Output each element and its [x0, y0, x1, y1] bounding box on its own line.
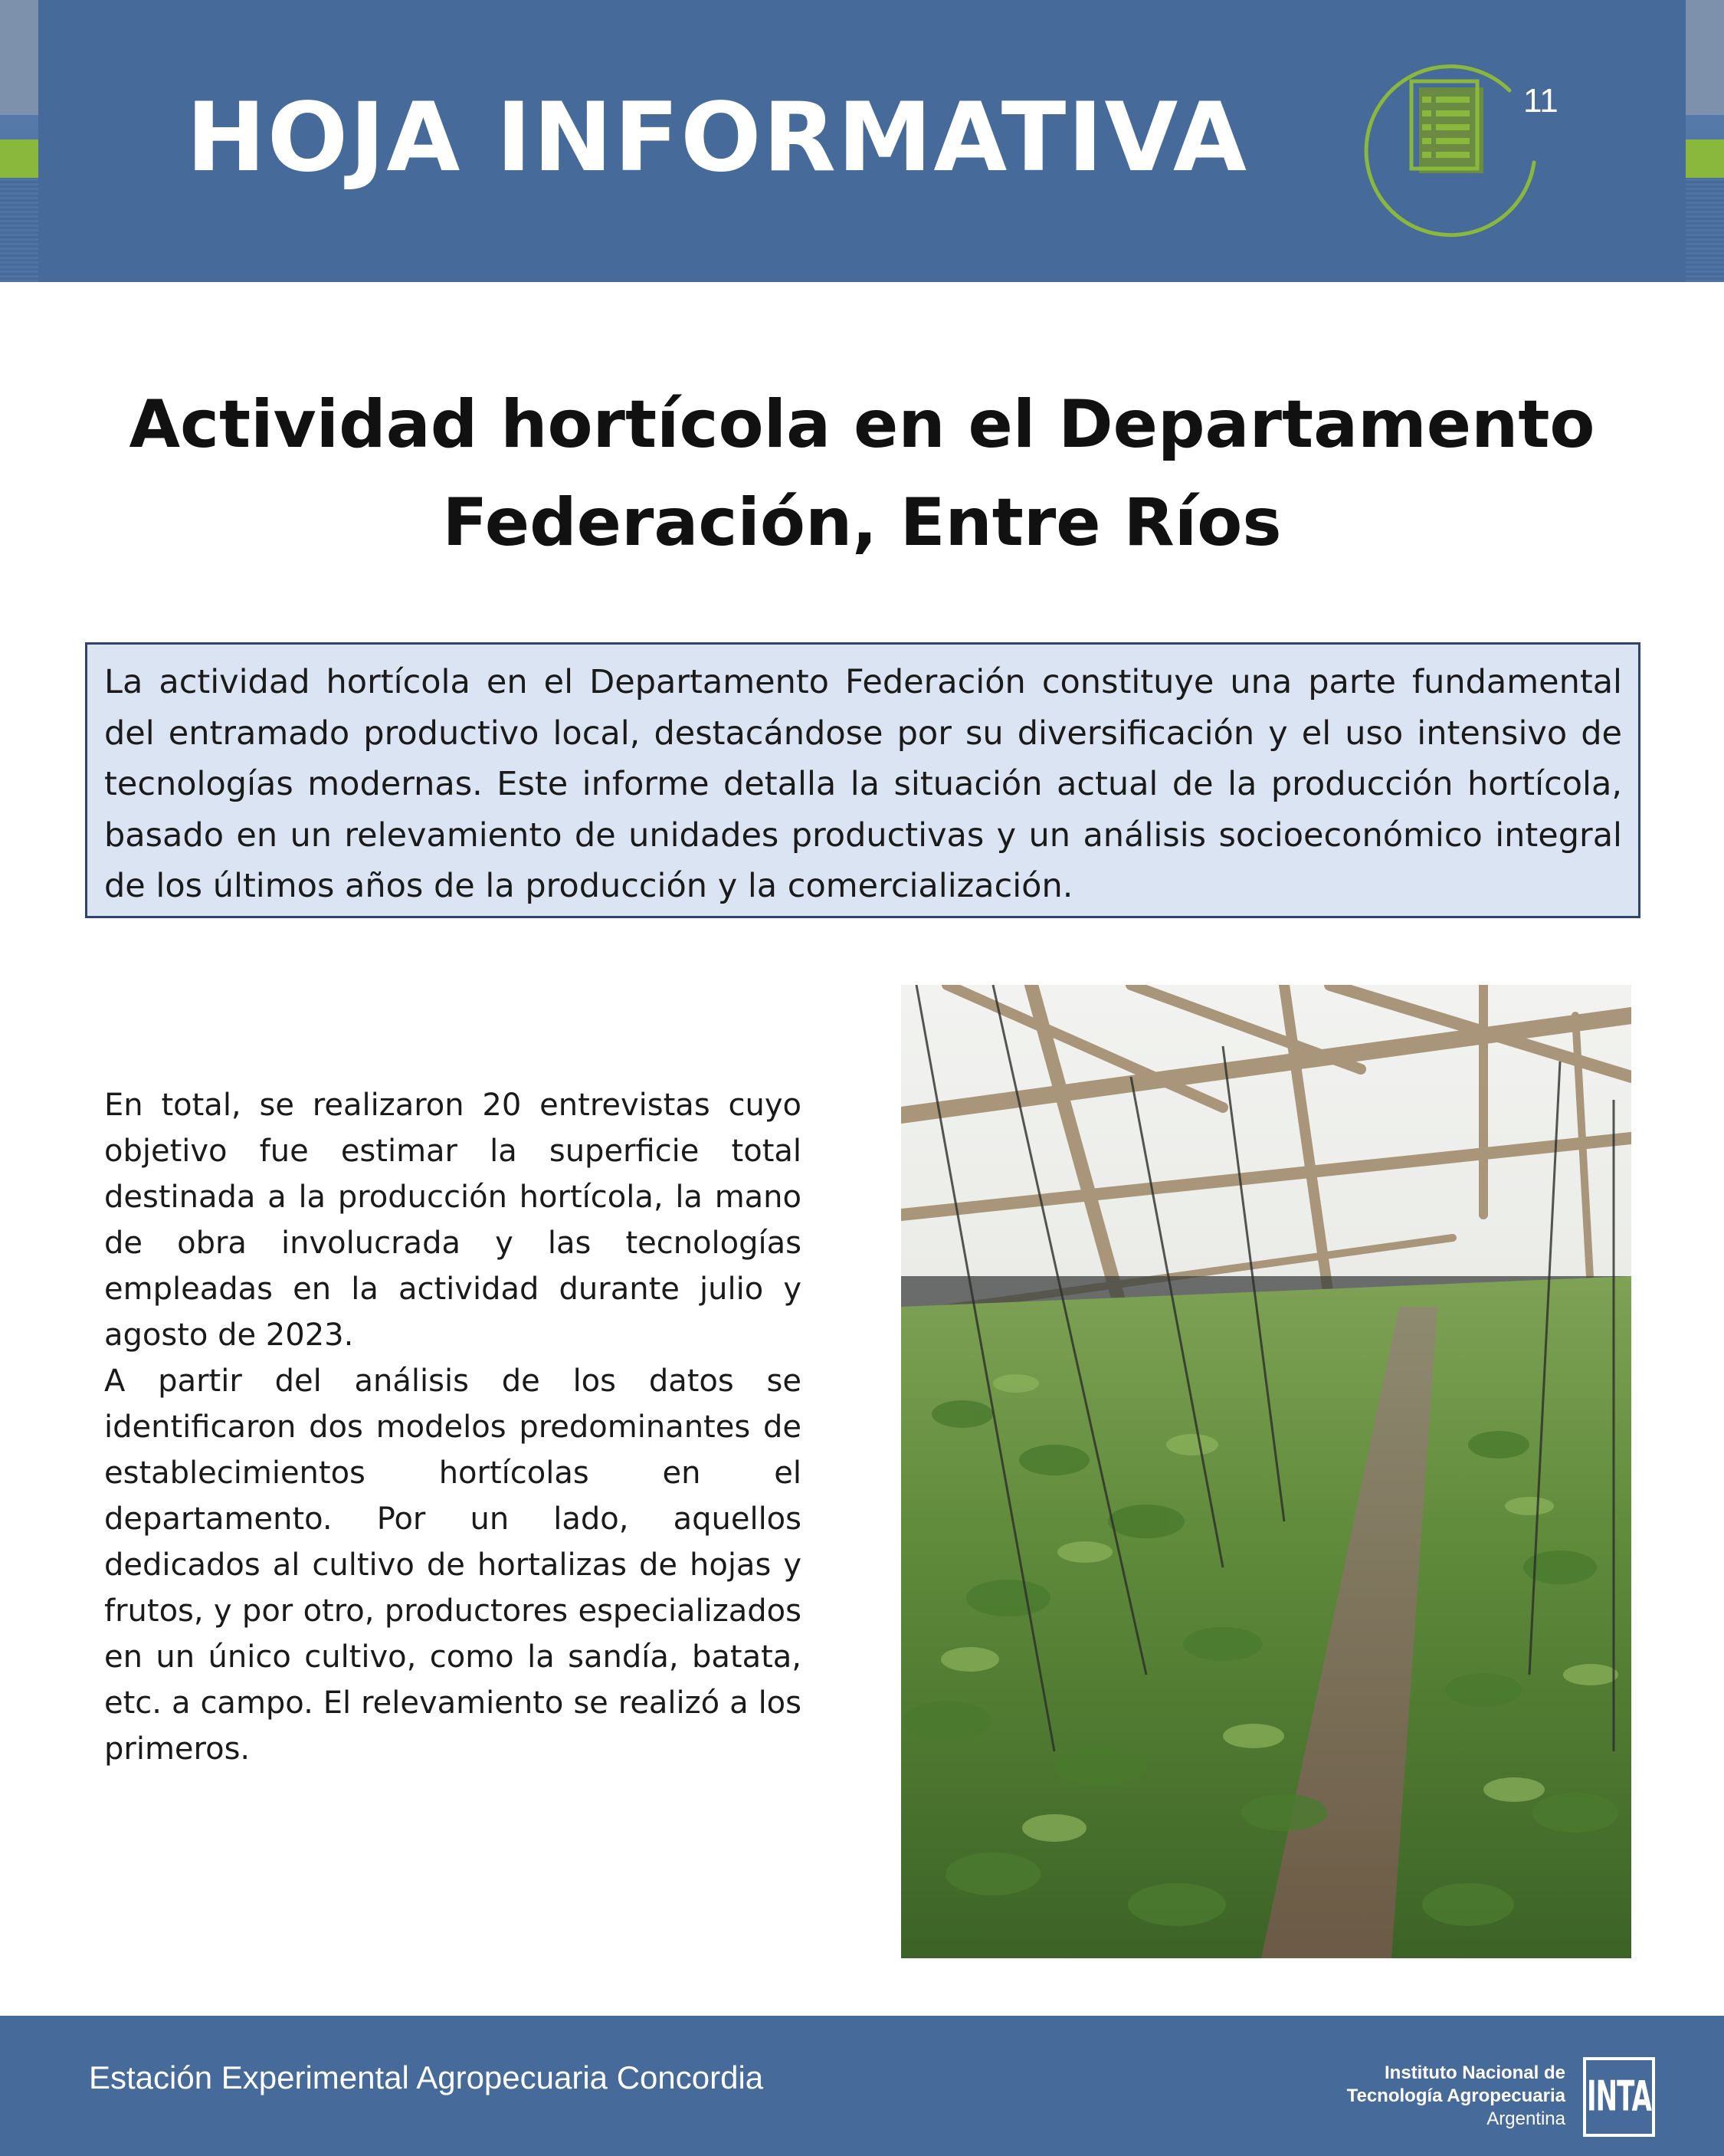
inta-logo-text: INTA	[1587, 2072, 1651, 2122]
inta-institute-name	[1347, 2062, 1565, 2131]
body-paragraph-2: A partir del análisis de los datos se identificaron dos modelos predominantes de establecimientos hortícolas en el departamento. Por un lado, aquellos dedicados al cultivo de hortalizas de hojas y frutos, y por otro, productores especializados en un único cultivo, como la sandía, batata, etc. a campo. El relevamiento se realizó a los primeros.	[104, 1363, 801, 1767]
body-paragraph-1: En total, se realizaron 20 entrevistas cuyo objetivo fue estimar la superficie total destinada a la producción hortícola, la mano de obra involucrada y las tecnologías empleadas en la actividad durante julio y agosto de 2023.	[104, 1088, 801, 1353]
institute-line-2: Tecnología Agropecuaria	[1346, 2085, 1565, 2106]
header-edge-left	[0, 0, 38, 282]
institute-line-1: Instituto Nacional de	[1384, 2062, 1565, 2083]
footer-station: Estación Experimental Agropecuaria Concordia	[89, 2059, 764, 2095]
title-line-1: Actividad hortícola en el Departamento	[129, 386, 1595, 463]
body-column	[104, 1082, 801, 1772]
document-title	[0, 376, 1724, 572]
header-edge-right	[1686, 0, 1724, 282]
page-number: 11	[1523, 82, 1558, 120]
greenhouse-photo	[901, 985, 1631, 1958]
institute-line-3: Argentina	[1486, 2108, 1565, 2129]
intro-text: La actividad hortícola en el Departamento Federación constituye una parte fundamental del entramado productivo local, destacándose por su diversificación y el uso intensivo de tecnologías modernas. Este informe detalla la situación actual de la producción hortícola, basado en un relevamiento de unidades productivas y un análisis socioeconómico integral de los últimos años de la producción y la comercialización.	[104, 663, 1622, 905]
inta-logo	[1583, 2057, 1655, 2137]
document-list-icon	[1356, 48, 1548, 239]
intro-box	[85, 642, 1640, 918]
title-line-2: Federación, Entre Ríos	[442, 484, 1282, 561]
header-title: HOJA INFORMATIVA	[186, 83, 1248, 193]
